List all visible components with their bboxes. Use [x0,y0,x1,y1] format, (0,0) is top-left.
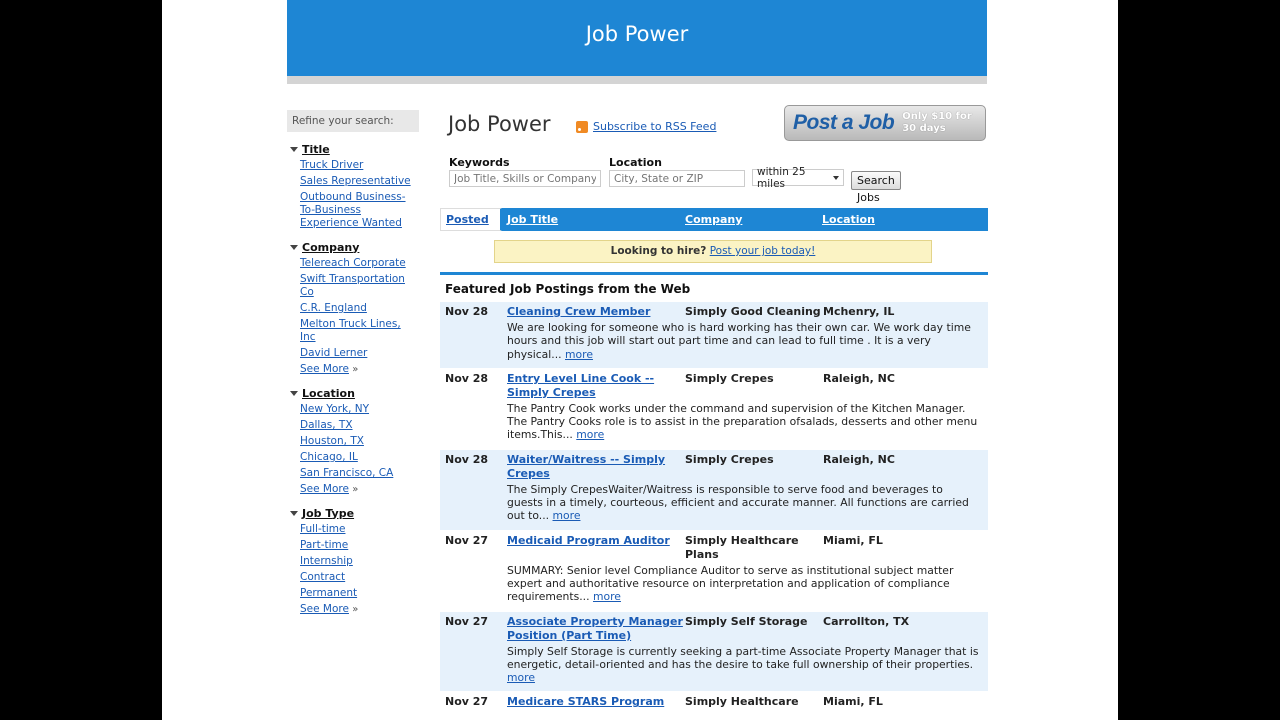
job-description: We are looking for someone who is hard working has their own car. We work day time hours and this job will start out part time and can lead to full time . It is a very physical... more [507,321,971,361]
collapse-triangle-icon [290,147,298,152]
facet-location [287,386,419,496]
results-table-header [440,208,988,231]
job-title-link[interactable]: Associate Property Manager Position (Part Time) [507,614,683,642]
post-a-job-button[interactable] [784,105,986,141]
facet-item[interactable]: San Francisco, CA [300,467,394,479]
radius-select[interactable]: within 25 miles [752,169,844,186]
facet-item[interactable]: Swift Transportation Co [300,273,405,298]
facet-item[interactable]: David Lerner [300,347,368,359]
featured-heading: Featured Job Postings from the Web [445,282,691,296]
job-description: SUMMARY: Senior level Compliance Auditor to serve as institutional subject matter expert and authoritative resource on interpretation and application of compliance requirements... more [507,563,954,604]
job-title-link[interactable]: Cleaning Crew Member [507,305,651,318]
job-list [440,302,988,717]
job-location: Mchenry, IL [823,305,895,318]
facet-item[interactable]: Full-time [300,523,346,535]
sort-job-title[interactable]: Job Title [507,213,559,226]
more-link[interactable]: more [576,428,605,442]
keywords-input[interactable] [449,170,601,187]
facet-item[interactable]: Chicago, IL [300,451,358,463]
job-row [440,450,988,531]
job-company: Simply Crepes [685,371,774,385]
job-location: Miami, FL [823,533,883,547]
section-divider [440,272,988,275]
job-company: Simply Healthcare Plans [685,533,799,561]
refine-label: Refine your search: [287,110,419,132]
facet-title-header[interactable]: Title [287,142,419,156]
job-date: Nov 28 [445,305,489,318]
post-job-link[interactable]: Post your job today! [709,245,816,257]
rss-link[interactable]: Subscribe to RSS Feed [593,120,717,133]
job-row [440,612,988,693]
facet-location-header[interactable]: Location [287,386,419,400]
collapse-triangle-icon [290,245,298,250]
job-row [440,302,988,369]
facet-item[interactable]: Melton Truck Lines, Inc [300,318,401,343]
collapse-triangle-icon [290,391,298,396]
more-link[interactable]: more [592,590,621,604]
facet-item[interactable]: Sales Representative [300,175,411,187]
facet-item[interactable]: Part-time [300,539,349,551]
rss-icon [576,121,588,133]
job-title-link[interactable]: Entry Level Line Cook -- Simply Crepes [507,371,655,399]
job-description: The Pantry Cook works under the command and supervision of the Kitchen Manager. The Pantry Cooks role is to assist in the preparation ofsalads, desserts and other menu items.This... more [507,401,978,442]
facet-item[interactable]: C.R. England [300,302,367,314]
job-company: Simply Good Cleaning [685,305,821,318]
see-more-link[interactable]: See More » [300,483,359,495]
hire-banner: Looking to hire? Post your job today! [494,240,932,263]
job-location: Carrollton, TX [823,614,910,628]
more-link[interactable]: more [552,509,581,523]
job-date: Nov 28 [445,371,489,385]
job-row [440,531,988,612]
job-company: Simply Self Storage [685,614,808,628]
facet-company-header[interactable]: Company [287,240,419,254]
job-date: Nov 28 [445,452,489,466]
location-label: Location [609,156,662,169]
rss-subscribe[interactable] [576,120,716,133]
site-banner [287,0,987,76]
sort-posted[interactable]: Posted [440,208,502,231]
job-location: Raleigh, NC [823,371,895,385]
see-more-link[interactable]: See More » [300,603,359,615]
job-date: Nov 27 [445,614,489,628]
job-location: Miami, FL [823,695,883,709]
facet-title [287,142,419,230]
facet-job-type-header[interactable]: Job Type [287,506,419,520]
job-title-link[interactable]: Medicaid Program Auditor [507,533,670,547]
banner-title: Job Power [585,22,689,46]
job-title-link[interactable]: Waiter/Waitress -- Simply Crepes [507,452,666,480]
facet-item[interactable]: Permanent [300,587,358,599]
post-job-price: Only $10 for 30 days [902,111,972,134]
job-company: Simply Crepes [685,452,774,466]
facet-item[interactable]: Dallas, TX [300,419,353,431]
job-location: Raleigh, NC [823,452,895,466]
job-description: The Simply CrepesWaiter/Waitress is responsible to serve food and beverages to guests in a timely, courteous, efficient and accurate manner. All functions are carried out to... more [507,482,969,523]
browser-viewport [162,0,1118,720]
facet-company [287,240,419,376]
see-more-link[interactable]: See More » [300,363,359,375]
sort-location[interactable]: Location [822,213,875,226]
more-link[interactable]: more [507,671,535,685]
job-date: Nov 27 [445,695,489,709]
keywords-label: Keywords [449,156,510,169]
refine-sidebar [287,110,419,616]
facet-job-type [287,506,419,616]
post-job-label: Post a Job [793,111,895,134]
facet-item[interactable]: Houston, TX [300,435,364,447]
job-row [440,692,988,717]
sort-company[interactable]: Company [685,213,743,226]
page-title: Job Power [448,112,551,136]
location-input[interactable] [609,170,745,187]
banner-divider [287,76,987,84]
job-title-link[interactable]: Medicare STARS Program [507,695,665,709]
facet-item[interactable]: Telereach Corporate [300,257,406,269]
collapse-triangle-icon [290,511,298,516]
job-date: Nov 27 [445,533,489,547]
facet-item[interactable]: Outbound Business-To-Business Experience Wanted [300,191,406,229]
facet-item[interactable]: Internship [300,555,353,567]
search-jobs-button[interactable]: Search Jobs [851,171,901,190]
facet-item[interactable]: Truck Driver [300,159,364,171]
more-link[interactable]: more [565,347,593,361]
job-company: Simply Healthcare [685,695,799,709]
facet-item[interactable]: Contract [300,571,346,583]
job-description: Simply Self Storage is currently seeking a part-time Associate Property Manager that is energetic, detail-oriented and has the desire to take full ownership of their properties. more [507,644,979,685]
job-row [440,369,988,450]
dropdown-arrow-icon [833,176,839,180]
facet-item[interactable]: New York, NY [300,403,370,415]
